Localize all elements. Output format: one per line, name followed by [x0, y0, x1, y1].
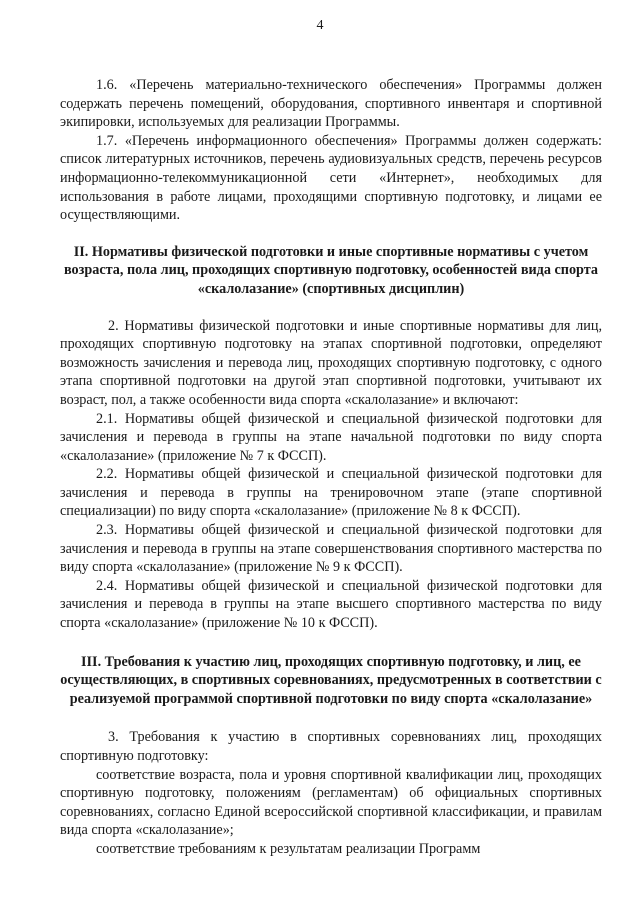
- paragraph-3: 3. Требования к участию в спортивных соревнованиях лиц, проходящих спортивную подготовку:: [60, 729, 602, 764]
- paragraph-2-4: 2.4. Нормативы общей физической и специальной физической подготовки для зачисления и перевода в группы на этапе высшего спортивного мастерства по виду спорта «скалолазание» (приложение № 10 к ФССП).: [60, 577, 602, 632]
- document-body: [60, 76, 602, 859]
- section-3-heading: III. Требования к участию лиц, проходящих спортивную подготовку, и лиц, ее осуществляющих, в спортивных соревнованиях, предусмотренных в соответствии с реализуемой программой спортивной подготовки по виду спорта «скалолазание»: [60, 653, 602, 707]
- paragraph-2: 2. Нормативы физической подготовки и иные спортивные нормативы для лиц, проходящих спортивную подготовку на этапах спортивной подготовки, определяют возможность зачисления и перевода лиц, проходящих спортивную подготовку, с одного этапа спортивной подготовки на другой этап спортивной подготовки, учитывают их возраст, пол, а также особенности вида спорта «скалолазание» и включают:: [60, 317, 602, 408]
- paragraph-2-3: 2.3. Нормативы общей физической и специальной физической подготовки для зачисления и перевода в группы на этапе совершенствования спортивного мастерства по виду спорта «скалолазание» (приложение № 9 к ФССП).: [60, 522, 602, 576]
- paragraph-2-2: 2.2. Нормативы общей физической и специальной физической подготовки для зачисления и перевода в группы на тренировочном этапе (этапе спортивной специализации) по виду спорта «скалолазание» (приложение № 8 к ФССП).: [60, 466, 602, 520]
- section-2-heading: II. Нормативы физической подготовки и иные спортивные нормативы с учетом возраста, пола лиц, проходящих спортивную подготовку, особенностей вида спорта «скалолазание» (спортивных дисциплин): [63, 243, 598, 297]
- paragraph-3-item-1: соответствие возраста, пола и уровня спортивной квалификации лиц, проходящих спортивную подготовку, положениям (регламентам) об официальных спортивных соревнованиях, согласно Единой всероссийской спортивной классификации, и правилам вида спорта «скалолазание»;: [60, 766, 602, 839]
- paragraph-1-7: 1.7. «Перечень информационного обеспечения» Программы должен содержать: список литературных источников, перечень аудиовизуальных средств, перечень ресурсов информационно-телекоммуникационной сети «Интернет», необходимых для использования в работе лицами, проходящими спортивную подготовку, и лицами ее осуществляющими.: [60, 132, 602, 224]
- paragraph-3-item-2: соответствие требованиям к результатам реализации Программ: [96, 840, 481, 857]
- paragraph-1-6: 1.6. «Перечень материально-технического обеспечения» Программы должен содержать перечень помещений, оборудования, спортивного инвентаря и спортивной экипировки, используемых для реализации Программы.: [60, 77, 602, 131]
- page-number: 4: [316, 18, 324, 33]
- paragraph-2-1: 2.1. Нормативы общей физической и специальной физической подготовки для зачисления и перевода в группы на этапе начальной подготовки по виду спорта «скалолазание» (приложение № 7 к ФССП).: [60, 410, 602, 464]
